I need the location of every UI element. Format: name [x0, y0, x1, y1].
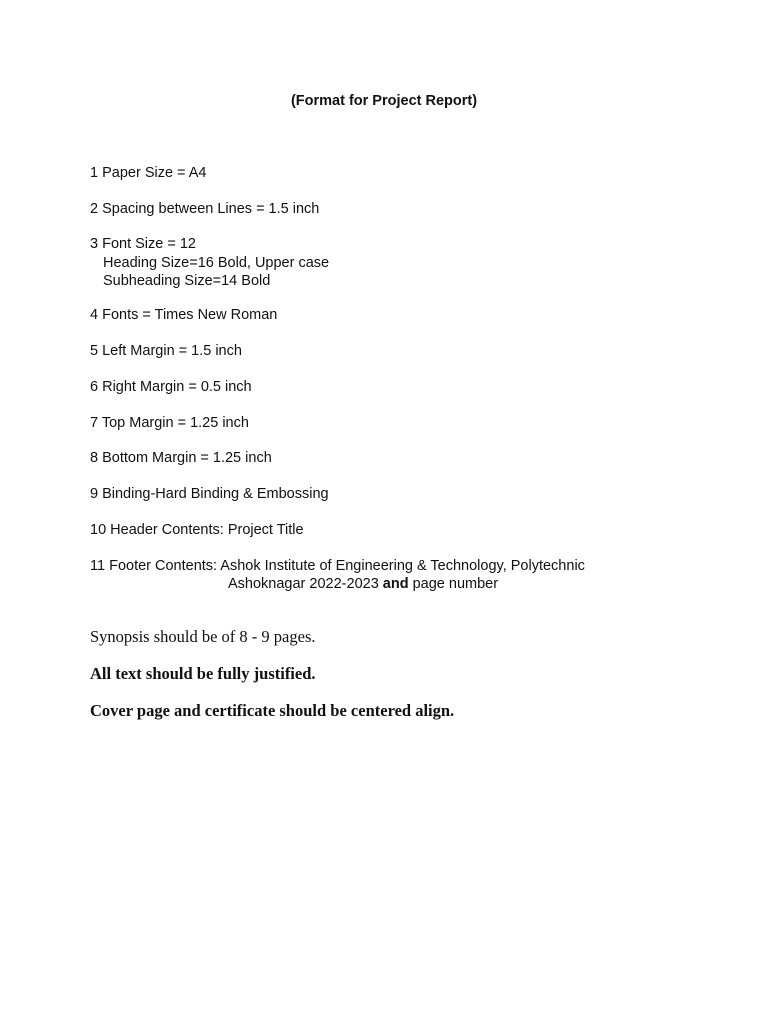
item-footer-contents: 11 Footer Contents: Ashok Institute of Engineering & Technology, Polytechnic	[90, 558, 585, 574]
item-fonts: 4 Fonts = Times New Roman	[90, 307, 278, 323]
item-header-contents: 10 Header Contents: Project Title	[90, 522, 304, 538]
item-footer-continuation	[228, 575, 498, 593]
document-title: (Format for Project Report)	[290, 93, 478, 109]
item-binding: 9 Binding-Hard Binding & Embossing	[90, 486, 329, 502]
item-paper-size: 1 Paper Size = A4	[90, 165, 207, 181]
footer-continuation-part1: Ashoknagar 2022-2023	[228, 576, 383, 592]
footer-continuation-bold: and	[382, 576, 409, 592]
item-line-spacing: 2 Spacing between Lines = 1.5 inch	[90, 201, 320, 217]
note-justified: All text should be fully justified.	[90, 664, 316, 683]
item-subheading-size: Subheading Size=14 Bold	[103, 273, 271, 289]
item-font-size: 3 Font Size = 12	[90, 236, 196, 252]
item-right-margin: 6 Right Margin = 0.5 inch	[90, 379, 252, 395]
item-bottom-margin: 8 Bottom Margin = 1.25 inch	[90, 450, 272, 466]
footer-continuation-part2: page number	[408, 576, 499, 592]
note-centered: Cover page and certificate should be centered align.	[90, 701, 455, 720]
note-synopsis: Synopsis should be of 8 - 9 pages.	[90, 627, 316, 646]
item-heading-size: Heading Size=16 Bold, Upper case	[103, 255, 330, 271]
item-top-margin: 7 Top Margin = 1.25 inch	[90, 415, 249, 431]
item-left-margin: 5 Left Margin = 1.5 inch	[90, 343, 242, 359]
